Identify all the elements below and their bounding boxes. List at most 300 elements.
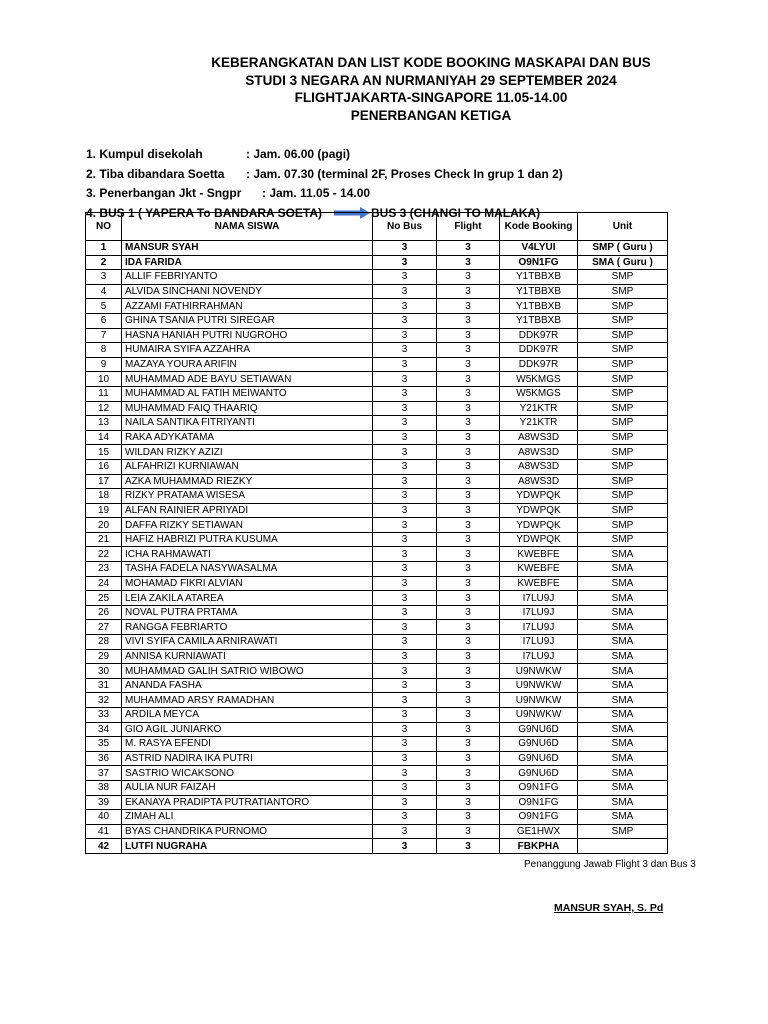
cell-unit: SMP [578,343,668,358]
header-unit: Unit [578,213,668,241]
cell-name: MUHAMMAD ADE BAYU SETIAWAN [122,372,373,387]
cell-name: VIVI SYIFA CAMILA ARNIRAWATI [122,635,373,650]
cell-bus: 3 [373,241,437,256]
cell-booking-code: Y1TBBXB [500,313,578,328]
responsible-label: Penanggung Jawab Flight 3 dan Bus 3 [524,859,696,870]
cell-no: 2 [86,255,122,270]
cell-bus: 3 [373,503,437,518]
table-row [86,751,668,766]
cell-flight: 3 [437,678,500,693]
table-row [86,343,668,358]
table-row [86,241,668,256]
cell-name: ARDILA MEYCA [122,708,373,723]
table-row [86,839,668,854]
info-value: : Jam. 06.00 (pagi) [246,147,351,161]
cell-unit: SMA [578,591,668,606]
info-line-airport [86,165,563,185]
cell-unit: SMP ( Guru ) [578,241,668,256]
cell-booking-code: G9NU6D [500,751,578,766]
table-row [86,459,668,474]
cell-flight: 3 [437,343,500,358]
cell-no: 33 [86,708,122,723]
cell-name: LUTFI NUGRAHA [122,839,373,854]
cell-bus: 3 [373,532,437,547]
cell-no: 35 [86,737,122,752]
cell-flight: 3 [437,722,500,737]
cell-flight: 3 [437,780,500,795]
cell-bus: 3 [373,416,437,431]
info-label: 2. Tiba dibandara Soetta [86,166,225,181]
cell-booking-code: I7LU9J [500,591,578,606]
cell-flight: 3 [437,430,500,445]
cell-bus: 3 [373,489,437,504]
cell-bus: 3 [373,445,437,460]
cell-flight: 3 [437,299,500,314]
cell-no: 19 [86,503,122,518]
table-row [86,620,668,635]
info-label: 1. Kumpul disekolah [86,147,203,161]
cell-name: MANSUR SYAH [122,241,373,256]
cell-flight: 3 [437,270,500,285]
cell-no: 37 [86,766,122,781]
cell-unit: SMA [578,605,668,620]
cell-unit: SMP [578,386,668,401]
cell-flight: 3 [437,810,500,825]
cell-unit: SMA [578,751,668,766]
cell-name: IDA FARIDA [122,255,373,270]
cell-unit: SMP [578,430,668,445]
cell-name: AZKA MUHAMMAD RIEZKY [122,474,373,489]
cell-booking-code: DDK97R [500,328,578,343]
cell-no: 29 [86,649,122,664]
cell-booking-code: G9NU6D [500,737,578,752]
table-row [86,357,668,372]
cell-booking-code: G9NU6D [500,766,578,781]
cell-booking-code: YDWPQK [500,489,578,504]
cell-unit: SMP [578,518,668,533]
cell-booking-code: U9NWKW [500,693,578,708]
cell-no: 30 [86,664,122,679]
cell-booking-code: YDWPQK [500,532,578,547]
table-row [86,547,668,562]
cell-name: MOHAMAD FIKRI ALVIAN [122,576,373,591]
cell-bus: 3 [373,474,437,489]
title-line-3: FLIGHTJAKARTA-SINGAPORE 11.05-14.00 [294,90,568,105]
cell-bus: 3 [373,678,437,693]
cell-no: 31 [86,678,122,693]
cell-booking-code: A8WS3D [500,474,578,489]
info-value: : Jam. 07.30 (terminal 2F, Proses Check In grup 1 dan 2) [246,166,563,181]
cell-booking-code: I7LU9J [500,620,578,635]
cell-unit: SMP [578,824,668,839]
cell-name: LEIA ZAKILA ATAREA [122,591,373,606]
cell-unit: SMP [578,313,668,328]
cell-booking-code: V4LYUI [500,241,578,256]
cell-name: MAZAYA YOURA ARIFIN [122,357,373,372]
header-name: NAMA SISWA [122,213,373,241]
cell-bus: 3 [373,591,437,606]
cell-bus: 3 [373,664,437,679]
cell-name: GIO AGIL JUNIARKO [122,722,373,737]
table-row [86,766,668,781]
cell-booking-code: O9N1FG [500,255,578,270]
info-line-gather [86,145,563,165]
cell-unit: SMP [578,401,668,416]
table-row [86,737,668,752]
cell-no: 6 [86,313,122,328]
cell-flight: 3 [437,620,500,635]
cell-booking-code: I7LU9J [500,635,578,650]
cell-flight: 3 [437,503,500,518]
table-row [86,795,668,810]
table-row [86,299,668,314]
cell-no: 21 [86,532,122,547]
cell-flight: 3 [437,241,500,256]
cell-unit: SMA [578,620,668,635]
cell-unit: SMA [578,693,668,708]
cell-unit: SMP [578,284,668,299]
cell-booking-code: Y21KTR [500,416,578,431]
table-row [86,445,668,460]
cell-booking-code: A8WS3D [500,459,578,474]
table-row [86,401,668,416]
cell-bus: 3 [373,372,437,387]
cell-bus: 3 [373,299,437,314]
cell-booking-code: KWEBFE [500,562,578,577]
cell-name: HASNA HANIAH PUTRI NUGROHO [122,328,373,343]
table-row [86,605,668,620]
cell-bus: 3 [373,386,437,401]
cell-booking-code: W5KMGS [500,372,578,387]
cell-bus: 3 [373,430,437,445]
table-row [86,313,668,328]
document-title [150,54,712,124]
cell-unit: SMP [578,445,668,460]
cell-no: 18 [86,489,122,504]
cell-bus: 3 [373,518,437,533]
cell-flight: 3 [437,751,500,766]
cell-booking-code: I7LU9J [500,649,578,664]
table-body [86,241,668,854]
cell-bus: 3 [373,576,437,591]
cell-unit: SMP [578,357,668,372]
cell-unit: SMA [578,766,668,781]
cell-flight: 3 [437,459,500,474]
cell-name: RAKA ADYKATAMA [122,430,373,445]
table-row [86,270,668,285]
cell-flight: 3 [437,328,500,343]
cell-bus: 3 [373,635,437,650]
cell-unit: SMA [578,562,668,577]
cell-booking-code: YDWPQK [500,503,578,518]
cell-flight: 3 [437,547,500,562]
cell-no: 25 [86,591,122,606]
header-booking-code: Kode Booking [500,213,578,241]
table-row [86,284,668,299]
cell-unit: SMP [578,532,668,547]
cell-name: MUHAMMAD GALIH SATRIO WIBOWO [122,664,373,679]
cell-bus: 3 [373,401,437,416]
cell-bus: 3 [373,328,437,343]
cell-no: 36 [86,751,122,766]
table-row [86,649,668,664]
title-line-1: KEBERANGKATAN DAN LIST KODE BOOKING MASKAPAI DAN BUS [211,55,651,70]
cell-name: MUHAMMAD ARSY RAMADHAN [122,693,373,708]
cell-no: 12 [86,401,122,416]
table-row [86,489,668,504]
cell-bus: 3 [373,459,437,474]
cell-unit: SMA ( Guru ) [578,255,668,270]
info-value: : Jam. 11.05 - 14.00 [262,186,371,200]
cell-name: MUHAMMAD AL FATIH MEIWANTO [122,386,373,401]
cell-unit: SMP [578,270,668,285]
cell-unit: SMA [578,576,668,591]
cell-name: ICHA RAHMAWATI [122,547,373,562]
cell-bus: 3 [373,270,437,285]
cell-bus: 3 [373,547,437,562]
table-row [86,386,668,401]
cell-name: ALFAN RAINIER APRIYADI [122,503,373,518]
cell-flight: 3 [437,576,500,591]
cell-flight: 3 [437,489,500,504]
table-row [86,503,668,518]
cell-no: 13 [86,416,122,431]
cell-no: 14 [86,430,122,445]
cell-unit: SMA [578,708,668,723]
cell-flight: 3 [437,693,500,708]
cell-unit: SMA [578,635,668,650]
title-line-2: STUDI 3 NEGARA AN NURMANIYAH 29 SEPTEMBER 2024 [245,72,617,88]
cell-flight: 3 [437,708,500,723]
cell-booking-code: U9NWKW [500,708,578,723]
cell-bus: 3 [373,795,437,810]
cell-flight: 3 [437,401,500,416]
cell-booking-code: O9N1FG [500,795,578,810]
cell-name: ASTRID NADIRA IKA PUTRI [122,751,373,766]
cell-name: HUMAIRA SYIFA AZZAHRA [122,343,373,358]
cell-unit: SMA [578,547,668,562]
table-row [86,416,668,431]
cell-bus: 3 [373,562,437,577]
cell-name: ALVIDA SINCHANI NOVENDY [122,284,373,299]
info-label: 4. BUS 1 ( YAPERA To BANDARA SOETA) [86,205,323,220]
table-row [86,372,668,387]
cell-booking-code: YDWPQK [500,518,578,533]
cell-unit: SMP [578,328,668,343]
cell-unit: SMA [578,649,668,664]
cell-flight: 3 [437,445,500,460]
cell-no: 22 [86,547,122,562]
cell-name: AULIA NUR FAIZAH [122,780,373,795]
cell-no: 28 [86,635,122,650]
cell-name: ANNISA KURNIAWATI [122,649,373,664]
cell-unit: SMP [578,416,668,431]
cell-no: 41 [86,824,122,839]
cell-name: ALFAHRIZI KURNIAWAN [122,459,373,474]
cell-flight: 3 [437,416,500,431]
cell-booking-code: W5KMGS [500,386,578,401]
cell-unit [578,839,668,854]
table-row [86,430,668,445]
cell-flight: 3 [437,591,500,606]
cell-no: 39 [86,795,122,810]
table-row [86,664,668,679]
cell-unit: SMP [578,489,668,504]
cell-bus: 3 [373,722,437,737]
cell-no: 27 [86,620,122,635]
cell-booking-code: U9NWKW [500,678,578,693]
cell-no: 38 [86,780,122,795]
cell-flight: 3 [437,839,500,854]
cell-name: SASTRIO WICAKSONO [122,766,373,781]
cell-unit: SMA [578,737,668,752]
signer-name: MANSUR SYAH, S. Pd [554,902,664,914]
cell-booking-code: Y1TBBXB [500,270,578,285]
cell-booking-code: KWEBFE [500,576,578,591]
cell-name: EKANAYA PRADIPTA PUTRATIANTORO [122,795,373,810]
header-flight: Flight [437,213,500,241]
cell-name: WILDAN RIZKY AZIZI [122,445,373,460]
table-row [86,591,668,606]
booking-table [85,212,668,854]
cell-no: 20 [86,518,122,533]
info-line-flight [86,184,563,204]
cell-no: 4 [86,284,122,299]
table-row [86,576,668,591]
cell-bus: 3 [373,766,437,781]
cell-name: M. RASYA EFENDI [122,737,373,752]
cell-name: MUHAMMAD FAIQ THAARIQ [122,401,373,416]
cell-no: 26 [86,605,122,620]
cell-bus: 3 [373,343,437,358]
cell-flight: 3 [437,562,500,577]
cell-booking-code: GE1HWX [500,824,578,839]
cell-name: ZIMAH ALI [122,810,373,825]
cell-unit: SMP [578,459,668,474]
cell-no: 9 [86,357,122,372]
header-no: NO [86,213,122,241]
cell-flight: 3 [437,737,500,752]
cell-no: 23 [86,562,122,577]
cell-booking-code: U9NWKW [500,664,578,679]
cell-bus: 3 [373,313,437,328]
table-row [86,474,668,489]
cell-name: NAILA SANTIKA FITRIYANTI [122,416,373,431]
cell-no: 40 [86,810,122,825]
table-header-row [86,213,668,241]
cell-booking-code: Y1TBBXB [500,299,578,314]
cell-unit: SMA [578,780,668,795]
cell-name: GHINA TSANIA PUTRI SIREGAR [122,313,373,328]
cell-booking-code: I7LU9J [500,605,578,620]
cell-name: RANGGA FEBRIARTO [122,620,373,635]
cell-flight: 3 [437,313,500,328]
cell-flight: 3 [437,605,500,620]
table-row [86,780,668,795]
cell-no: 1 [86,241,122,256]
cell-no: 16 [86,459,122,474]
cell-booking-code: O9N1FG [500,780,578,795]
cell-flight: 3 [437,474,500,489]
table-row [86,708,668,723]
cell-no: 17 [86,474,122,489]
cell-booking-code: O9N1FG [500,810,578,825]
cell-unit: SMA [578,678,668,693]
cell-bus: 3 [373,284,437,299]
cell-name: DAFFA RIZKY SETIAWAN [122,518,373,533]
cell-unit: SMA [578,810,668,825]
cell-name: HAFIZ HABRIZI PUTRA KUSUMA [122,532,373,547]
cell-no: 5 [86,299,122,314]
cell-flight: 3 [437,649,500,664]
cell-booking-code: DDK97R [500,357,578,372]
cell-no: 3 [86,270,122,285]
table-row [86,518,668,533]
cell-unit: SMA [578,664,668,679]
cell-booking-code: A8WS3D [500,445,578,460]
cell-unit: SMP [578,299,668,314]
cell-unit: SMA [578,722,668,737]
cell-bus: 3 [373,693,437,708]
cell-bus: 3 [373,780,437,795]
cell-no: 7 [86,328,122,343]
cell-flight: 3 [437,255,500,270]
cell-bus: 3 [373,357,437,372]
cell-no: 34 [86,722,122,737]
cell-booking-code: DDK97R [500,343,578,358]
cell-no: 8 [86,343,122,358]
cell-name: ALLIF FEBRIYANTO [122,270,373,285]
cell-no: 11 [86,386,122,401]
cell-bus: 3 [373,649,437,664]
cell-flight: 3 [437,766,500,781]
info-label: 3. Penerbangan Jkt - Sngpr [86,186,242,200]
cell-bus: 3 [373,737,437,752]
cell-flight: 3 [437,357,500,372]
table-row [86,255,668,270]
table-row [86,678,668,693]
cell-no: 32 [86,693,122,708]
cell-booking-code: FBKPHA [500,839,578,854]
cell-booking-code: G9NU6D [500,722,578,737]
header-bus: No Bus [373,213,437,241]
info-value: BUS 3 (CHANGI TO MALAKA) [371,205,541,220]
cell-no: 15 [86,445,122,460]
cell-bus: 3 [373,620,437,635]
cell-flight: 3 [437,532,500,547]
cell-bus: 3 [373,255,437,270]
cell-flight: 3 [437,518,500,533]
title-line-4: PENERBANGAN KETIGA [350,107,512,123]
cell-bus: 3 [373,824,437,839]
cell-bus: 3 [373,708,437,723]
cell-booking-code: A8WS3D [500,430,578,445]
cell-unit: SMP [578,503,668,518]
cell-name: TASHA FADELA NASYWASALMA [122,562,373,577]
cell-flight: 3 [437,284,500,299]
cell-bus: 3 [373,605,437,620]
cell-no: 42 [86,839,122,854]
cell-no: 24 [86,576,122,591]
cell-flight: 3 [437,795,500,810]
table-row [86,532,668,547]
table-row [86,810,668,825]
cell-unit: SMP [578,372,668,387]
table-row [86,722,668,737]
cell-no: 10 [86,372,122,387]
cell-name: NOVAL PUTRA PRTAMA [122,605,373,620]
cell-name: BYAS CHANDRIKA PURNOMO [122,824,373,839]
